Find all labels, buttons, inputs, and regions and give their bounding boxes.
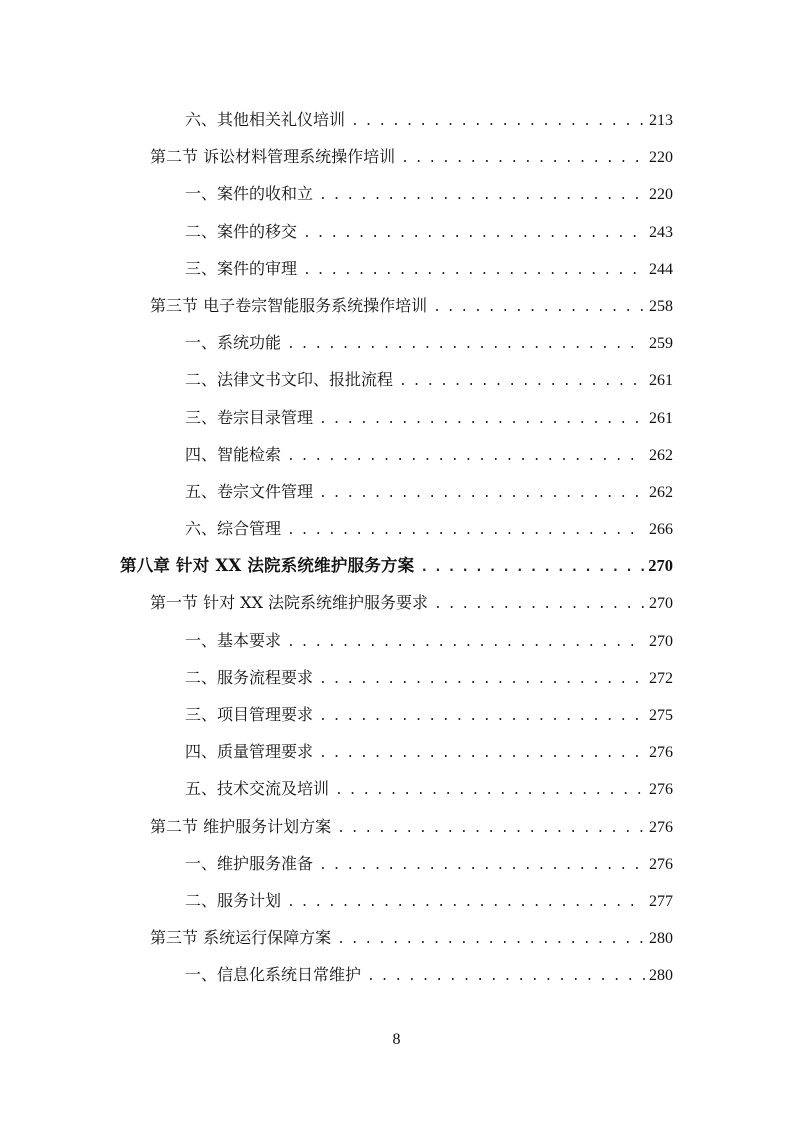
toc-dot-leader	[337, 810, 645, 847]
toc-entry[interactable]	[0, 473, 793, 510]
toc-entry-title: 五、技术交流及培训	[185, 779, 330, 799]
toc-entry[interactable]	[0, 733, 793, 770]
toc-entry-title: 一、系统功能	[185, 333, 282, 353]
toc-dot-leader	[337, 921, 645, 958]
toc-entry-page: 220	[649, 149, 673, 167]
toc-entry[interactable]	[0, 361, 793, 398]
toc-entry[interactable]	[0, 324, 793, 361]
toc-entry-title: 第三节 系统运行保障方案	[150, 928, 332, 948]
toc-entry[interactable]	[0, 436, 793, 473]
toc-entry[interactable]	[0, 547, 793, 584]
toc-dot-leader	[287, 326, 645, 363]
toc-dot-leader	[319, 401, 645, 438]
toc-entry[interactable]	[0, 919, 793, 956]
toc-entry-title: 第三节 电子卷宗智能服务系统操作培训	[150, 295, 428, 315]
toc-entry-title: 一、信息化系统日常维护	[185, 965, 362, 985]
toc-entry-title: 四、智能检索	[185, 444, 282, 464]
toc-entry-title: 第八章 针对 XX 法院系统维护服务方案	[120, 556, 415, 576]
toc-dot-leader	[367, 958, 645, 995]
toc-dot-leader	[434, 586, 645, 623]
toc-dot-leader	[401, 140, 645, 177]
toc-entry-title: 二、法律文书文印、报批流程	[185, 370, 394, 390]
toc-entry[interactable]	[0, 622, 793, 659]
toc-entry-page: 270	[648, 556, 673, 576]
toc-dot-leader	[433, 289, 645, 326]
toc-entry-page: 272	[649, 669, 673, 687]
toc-dot-leader	[335, 772, 645, 809]
toc-entry-page: 276	[649, 818, 673, 836]
toc-entry-title: 第二节 诉讼材料管理系统操作培训	[150, 147, 396, 167]
toc-entry-page: 276	[649, 744, 673, 762]
toc-entry-page: 213	[649, 112, 673, 129]
toc-entry-title: 三、项目管理要求	[185, 705, 314, 724]
toc-dot-leader	[319, 698, 645, 735]
toc-entry[interactable]	[0, 845, 793, 882]
toc-entry-page: 262	[649, 446, 673, 464]
toc-dot-leader	[399, 363, 645, 400]
toc-entry-page: 258	[649, 297, 673, 315]
toc-entry[interactable]	[0, 584, 793, 621]
toc-dot-leader	[287, 438, 645, 475]
toc-entry-title: 四、质量管理要求	[185, 742, 314, 762]
toc-dot-leader	[319, 177, 645, 214]
toc-dot-leader	[319, 847, 645, 884]
toc-dot-leader	[420, 549, 644, 586]
toc-entry[interactable]	[0, 696, 793, 733]
toc-entry-title: 一、基本要求	[185, 630, 282, 650]
toc-dot-leader	[287, 884, 645, 921]
toc-entry-title: 一、案件的收和立	[185, 184, 314, 204]
toc-entry-title: 二、服务计划	[185, 890, 282, 910]
toc-entry-title: 二、服务流程要求	[185, 667, 314, 687]
toc-entry[interactable]	[0, 213, 793, 250]
toc-entry-title: 三、卷宗目录管理	[185, 407, 314, 427]
page-number: 8	[392, 1031, 401, 1048]
toc-entry-page: 262	[649, 483, 673, 501]
toc-entry-title: 第二节 维护服务计划方案	[150, 816, 332, 836]
toc-entry-page: 280	[649, 930, 673, 948]
toc-entry-page: 277	[649, 892, 673, 910]
toc-entry[interactable]	[0, 175, 793, 212]
toc-entry-title: 二、案件的移交	[185, 221, 298, 241]
toc-dot-leader	[319, 735, 645, 772]
toc-entry-title: 一、维护服务准备	[185, 853, 314, 873]
toc-entry-page: 266	[649, 521, 673, 539]
toc-entry[interactable]	[0, 659, 793, 696]
toc-entry[interactable]	[0, 101, 793, 138]
toc-dot-leader	[351, 103, 645, 140]
toc-entry-page: 220	[649, 186, 673, 204]
toc-entry-page: 261	[649, 409, 673, 427]
toc-entry[interactable]	[0, 250, 793, 287]
toc-dot-leader	[287, 624, 645, 661]
toc-entry-page: 275	[649, 707, 673, 724]
toc-entry-title: 第一节 针对 XX 法院系统维护服务要求	[150, 593, 429, 613]
toc-entry-page: 280	[649, 967, 673, 985]
toc-dot-leader	[303, 215, 645, 252]
table-of-contents	[0, 101, 793, 994]
toc-entry[interactable]	[0, 510, 793, 547]
toc-dot-leader	[319, 475, 645, 512]
toc-entry-page: 244	[649, 260, 673, 278]
toc-entry-page: 270	[649, 595, 673, 613]
toc-entry[interactable]	[0, 956, 793, 993]
toc-entry-title: 六、综合管理	[185, 519, 282, 539]
toc-entry-page: 276	[649, 855, 673, 873]
toc-entry[interactable]	[0, 399, 793, 436]
toc-entry-title: 五、卷宗文件管理	[185, 481, 314, 501]
toc-entry-title: 六、其他相关礼仪培训	[185, 110, 346, 129]
toc-entry-page: 261	[649, 372, 673, 390]
toc-entry-page: 270	[649, 632, 673, 650]
toc-entry-page: 243	[649, 223, 673, 241]
toc-entry[interactable]	[0, 138, 793, 175]
toc-dot-leader	[287, 512, 645, 549]
toc-entry[interactable]	[0, 770, 793, 807]
toc-dot-leader	[319, 661, 645, 698]
toc-dot-leader	[303, 252, 645, 289]
toc-entry[interactable]	[0, 882, 793, 919]
toc-entry[interactable]	[0, 808, 793, 845]
toc-entry-page: 259	[649, 335, 673, 353]
toc-entry-title: 三、案件的审理	[185, 258, 298, 278]
toc-entry-page: 276	[649, 781, 673, 799]
toc-entry[interactable]	[0, 287, 793, 324]
